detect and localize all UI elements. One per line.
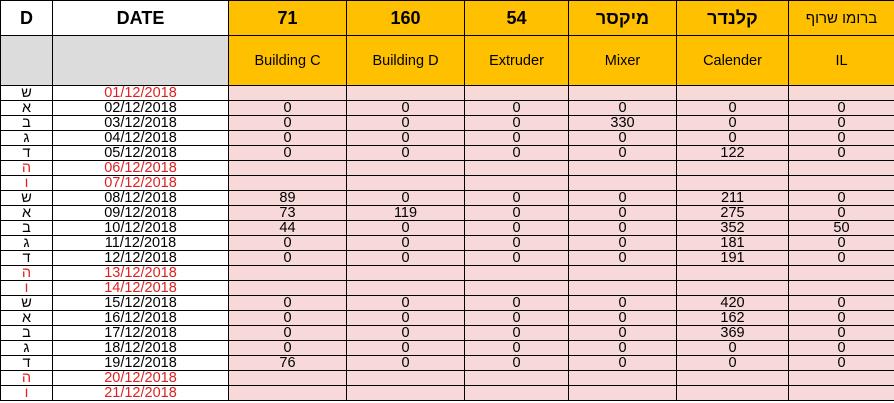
value-cell-mixer[interactable]	[569, 86, 677, 101]
value-cell-calender[interactable]: 0	[677, 341, 789, 356]
value-cell-il[interactable]: 0	[789, 131, 894, 146]
value-cell-mixer[interactable]: 0	[569, 206, 677, 221]
value-cell-il[interactable]	[789, 266, 894, 281]
value-cell-mixer[interactable]: 0	[569, 221, 677, 236]
value-cell-calender[interactable]	[677, 371, 789, 386]
machine-building-d[interactable]: Building D	[347, 36, 465, 86]
machine-building-c[interactable]: Building C	[229, 36, 347, 86]
value-cell-mixer[interactable]: 0	[569, 251, 677, 266]
day-cell[interactable]: ו	[1, 176, 53, 191]
table-row	[1, 191, 894, 206]
value-cell-building-d[interactable]: 0	[347, 296, 465, 311]
table-row	[1, 101, 894, 116]
day-cell[interactable]: ב	[1, 221, 53, 236]
day-cell[interactable]: ב	[1, 116, 53, 131]
value-cell-mixer[interactable]: 0	[569, 146, 677, 161]
table-row	[1, 221, 894, 236]
day-column-header[interactable]: D	[1, 1, 53, 36]
value-cell-mixer[interactable]	[569, 386, 677, 401]
value-cell-calender[interactable]	[677, 161, 789, 176]
day-cell[interactable]: ה	[1, 371, 53, 386]
value-cell-il[interactable]: 0	[789, 296, 894, 311]
value-cell-building-d[interactable]	[347, 371, 465, 386]
day-cell[interactable]: ו	[1, 386, 53, 401]
date-cell[interactable]: 20/12/2018	[53, 371, 229, 386]
table-row	[1, 86, 894, 101]
machine-extruder[interactable]: Extruder	[465, 36, 569, 86]
table-row	[1, 131, 894, 146]
header-number-building-c[interactable]: 71	[229, 1, 347, 36]
value-cell-extruder[interactable]: 0	[465, 191, 569, 206]
value-cell-mixer[interactable]: 0	[569, 101, 677, 116]
day-cell[interactable]: א	[1, 101, 53, 116]
value-cell-mixer[interactable]: 0	[569, 341, 677, 356]
value-cell-building-c[interactable]: 0	[229, 101, 347, 116]
day-cell[interactable]: ד	[1, 251, 53, 266]
date-cell[interactable]: 03/12/2018	[53, 116, 229, 131]
value-cell-il[interactable]: 0	[789, 116, 894, 131]
value-cell-il[interactable]: 50	[789, 221, 894, 236]
value-cell-building-d[interactable]	[347, 176, 465, 191]
value-cell-building-d[interactable]	[347, 86, 465, 101]
value-cell-building-d[interactable]: 0	[347, 251, 465, 266]
value-cell-il[interactable]: 0	[789, 206, 894, 221]
value-cell-calender[interactable]: 352	[677, 221, 789, 236]
value-cell-il[interactable]	[789, 176, 894, 191]
day-cell[interactable]: ה	[1, 266, 53, 281]
value-cell-calender[interactable]: 369	[677, 326, 789, 341]
value-cell-extruder[interactable]	[465, 86, 569, 101]
value-cell-calender[interactable]: 0	[677, 131, 789, 146]
value-cell-building-c[interactable]: 0	[229, 296, 347, 311]
table-row	[1, 311, 894, 326]
value-cell-il[interactable]: 0	[789, 311, 894, 326]
value-cell-mixer[interactable]	[569, 371, 677, 386]
value-cell-extruder[interactable]: 0	[465, 236, 569, 251]
value-cell-mixer[interactable]	[569, 161, 677, 176]
value-cell-building-d[interactable]: 0	[347, 221, 465, 236]
value-cell-calender[interactable]: 162	[677, 311, 789, 326]
header-mixer-hebrew[interactable]: מיקסר	[569, 1, 677, 36]
header-row-numbers	[1, 1, 894, 36]
value-cell-building-d[interactable]: 0	[347, 131, 465, 146]
value-cell-extruder[interactable]	[465, 161, 569, 176]
value-cell-il[interactable]: 0	[789, 236, 894, 251]
value-cell-extruder[interactable]: 0	[465, 356, 569, 371]
header-calender-hebrew[interactable]: קלנדר	[677, 1, 789, 36]
day-subheader-cell[interactable]	[1, 36, 53, 86]
value-cell-extruder[interactable]: 0	[465, 206, 569, 221]
value-cell-mixer[interactable]	[569, 266, 677, 281]
value-cell-building-c[interactable]: 0	[229, 311, 347, 326]
value-cell-calender[interactable]: 122	[677, 146, 789, 161]
value-cell-calender[interactable]	[677, 266, 789, 281]
value-cell-building-d[interactable]: 0	[347, 311, 465, 326]
day-cell[interactable]: ג	[1, 236, 53, 251]
day-cell[interactable]: א	[1, 206, 53, 221]
value-cell-building-c[interactable]	[229, 86, 347, 101]
table-row	[1, 116, 894, 131]
value-cell-mixer[interactable]: 0	[569, 131, 677, 146]
value-cell-building-d[interactable]: 0	[347, 146, 465, 161]
value-cell-building-c[interactable]	[229, 281, 347, 296]
value-cell-mixer[interactable]: 0	[569, 296, 677, 311]
value-cell-calender[interactable]	[677, 281, 789, 296]
date-cell[interactable]: 09/12/2018	[53, 206, 229, 221]
value-cell-mixer[interactable]: 0	[569, 311, 677, 326]
table-row	[1, 386, 894, 401]
value-cell-extruder[interactable]: 0	[465, 341, 569, 356]
value-cell-extruder[interactable]	[465, 386, 569, 401]
date-cell[interactable]: 11/12/2018	[53, 236, 229, 251]
value-cell-building-c[interactable]: 0	[229, 116, 347, 131]
day-cell[interactable]: ד	[1, 146, 53, 161]
value-cell-extruder[interactable]: 0	[465, 101, 569, 116]
value-cell-calender[interactable]: 275	[677, 206, 789, 221]
day-cell[interactable]: ש	[1, 86, 53, 101]
value-cell-mixer[interactable]: 0	[569, 356, 677, 371]
date-cell[interactable]: 21/12/2018	[53, 386, 229, 401]
date-cell[interactable]: 15/12/2018	[53, 296, 229, 311]
date-cell[interactable]: 12/12/2018	[53, 251, 229, 266]
value-cell-il[interactable]	[789, 281, 894, 296]
value-cell-il[interactable]: 0	[789, 191, 894, 206]
table-row	[1, 236, 894, 251]
date-cell[interactable]: 14/12/2018	[53, 281, 229, 296]
date-cell[interactable]: 18/12/2018	[53, 341, 229, 356]
value-cell-building-d[interactable]: 0	[347, 326, 465, 341]
value-cell-building-c[interactable]: 89	[229, 191, 347, 206]
value-cell-extruder[interactable]: 0	[465, 251, 569, 266]
date-cell[interactable]: 10/12/2018	[53, 221, 229, 236]
date-subheader-cell[interactable]	[53, 36, 229, 86]
value-cell-mixer[interactable]: 0	[569, 326, 677, 341]
date-cell[interactable]: 06/12/2018	[53, 161, 229, 176]
date-cell[interactable]: 04/12/2018	[53, 131, 229, 146]
value-cell-extruder[interactable]: 0	[465, 326, 569, 341]
header-row-machines	[1, 36, 894, 86]
date-cell[interactable]: 01/12/2018	[53, 86, 229, 101]
value-cell-building-c[interactable]: 73	[229, 206, 347, 221]
table-row	[1, 281, 894, 296]
value-cell-il[interactable]: 0	[789, 356, 894, 371]
value-cell-calender[interactable]: 0	[677, 101, 789, 116]
value-cell-calender[interactable]	[677, 86, 789, 101]
date-cell[interactable]: 05/12/2018	[53, 146, 229, 161]
table-row	[1, 266, 894, 281]
value-cell-calender[interactable]: 191	[677, 251, 789, 266]
value-cell-mixer[interactable]: 0	[569, 236, 677, 251]
value-cell-extruder[interactable]: 0	[465, 296, 569, 311]
day-cell[interactable]: ב	[1, 326, 53, 341]
value-cell-building-d[interactable]	[347, 266, 465, 281]
machine-mixer[interactable]: Mixer	[569, 36, 677, 86]
day-cell[interactable]: ד	[1, 356, 53, 371]
value-cell-building-c[interactable]	[229, 176, 347, 191]
table-row	[1, 371, 894, 386]
value-cell-building-d[interactable]: 0	[347, 356, 465, 371]
table-row	[1, 146, 894, 161]
value-cell-building-d[interactable]	[347, 386, 465, 401]
value-cell-calender[interactable]: 0	[677, 116, 789, 131]
value-cell-il[interactable]	[789, 386, 894, 401]
header-number-building-d[interactable]: 160	[347, 1, 465, 36]
value-cell-extruder[interactable]: 0	[465, 116, 569, 131]
value-cell-il[interactable]	[789, 86, 894, 101]
header-il-hebrew[interactable]: ברומו שרוף	[789, 1, 894, 36]
date-cell[interactable]: 02/12/2018	[53, 101, 229, 116]
machine-il[interactable]: IL	[789, 36, 894, 86]
value-cell-building-c[interactable]	[229, 386, 347, 401]
date-cell[interactable]: 17/12/2018	[53, 326, 229, 341]
machine-calender[interactable]: Calender	[677, 36, 789, 86]
day-cell[interactable]: ג	[1, 131, 53, 146]
day-cell[interactable]: א	[1, 311, 53, 326]
value-cell-extruder[interactable]: 0	[465, 311, 569, 326]
table-row	[1, 161, 894, 176]
value-cell-building-d[interactable]: 0	[347, 101, 465, 116]
value-cell-building-c[interactable]: 0	[229, 326, 347, 341]
date-cell[interactable]: 16/12/2018	[53, 311, 229, 326]
value-cell-building-c[interactable]: 76	[229, 356, 347, 371]
value-cell-building-d[interactable]: 0	[347, 191, 465, 206]
value-cell-extruder[interactable]	[465, 371, 569, 386]
value-cell-building-c[interactable]: 44	[229, 221, 347, 236]
value-cell-mixer[interactable]	[569, 176, 677, 191]
value-cell-building-d[interactable]: 0	[347, 116, 465, 131]
table-row	[1, 251, 894, 266]
value-cell-calender[interactable]	[677, 176, 789, 191]
value-cell-building-d[interactable]: 119	[347, 206, 465, 221]
value-cell-mixer[interactable]: 0	[569, 191, 677, 206]
value-cell-building-d[interactable]: 0	[347, 236, 465, 251]
value-cell-building-c[interactable]: 0	[229, 251, 347, 266]
value-cell-mixer[interactable]: 330	[569, 116, 677, 131]
value-cell-mixer[interactable]	[569, 281, 677, 296]
value-cell-building-c[interactable]: 0	[229, 236, 347, 251]
value-cell-extruder[interactable]	[465, 281, 569, 296]
day-cell[interactable]: ו	[1, 281, 53, 296]
value-cell-building-c[interactable]: 0	[229, 146, 347, 161]
day-cell[interactable]: ש	[1, 296, 53, 311]
value-cell-il[interactable]	[789, 371, 894, 386]
value-cell-building-d[interactable]	[347, 161, 465, 176]
table-row	[1, 176, 894, 191]
value-cell-calender[interactable]: 181	[677, 236, 789, 251]
value-cell-extruder[interactable]: 0	[465, 146, 569, 161]
date-column-header[interactable]: DATE	[53, 1, 229, 36]
value-cell-calender[interactable]	[677, 386, 789, 401]
value-cell-extruder[interactable]	[465, 176, 569, 191]
table-row	[1, 296, 894, 311]
value-cell-il[interactable]: 0	[789, 101, 894, 116]
value-cell-building-d[interactable]	[347, 281, 465, 296]
value-cell-calender[interactable]: 211	[677, 191, 789, 206]
date-cell[interactable]: 07/12/2018	[53, 176, 229, 191]
value-cell-building-c[interactable]: 0	[229, 131, 347, 146]
value-cell-il[interactable]: 0	[789, 146, 894, 161]
table-row	[1, 356, 894, 371]
value-cell-extruder[interactable]	[465, 266, 569, 281]
header-number-extruder[interactable]: 54	[465, 1, 569, 36]
day-cell[interactable]: ג	[1, 341, 53, 356]
date-cell[interactable]: 19/12/2018	[53, 356, 229, 371]
date-cell[interactable]: 08/12/2018	[53, 191, 229, 206]
value-cell-il[interactable]: 0	[789, 326, 894, 341]
value-cell-building-c[interactable]	[229, 161, 347, 176]
date-cell[interactable]: 13/12/2018	[53, 266, 229, 281]
value-cell-calender[interactable]: 420	[677, 296, 789, 311]
day-cell[interactable]: ה	[1, 161, 53, 176]
value-cell-il[interactable]: 0	[789, 251, 894, 266]
value-cell-building-d[interactable]: 0	[347, 341, 465, 356]
value-cell-il[interactable]: 0	[789, 341, 894, 356]
value-cell-extruder[interactable]: 0	[465, 221, 569, 236]
table-row	[1, 206, 894, 221]
table-row	[1, 341, 894, 356]
value-cell-il[interactable]	[789, 161, 894, 176]
value-cell-calender[interactable]: 0	[677, 356, 789, 371]
table-row	[1, 326, 894, 341]
value-cell-building-c[interactable]	[229, 371, 347, 386]
value-cell-building-c[interactable]	[229, 266, 347, 281]
day-cell[interactable]: ש	[1, 191, 53, 206]
value-cell-building-c[interactable]: 0	[229, 341, 347, 356]
value-cell-extruder[interactable]: 0	[465, 131, 569, 146]
